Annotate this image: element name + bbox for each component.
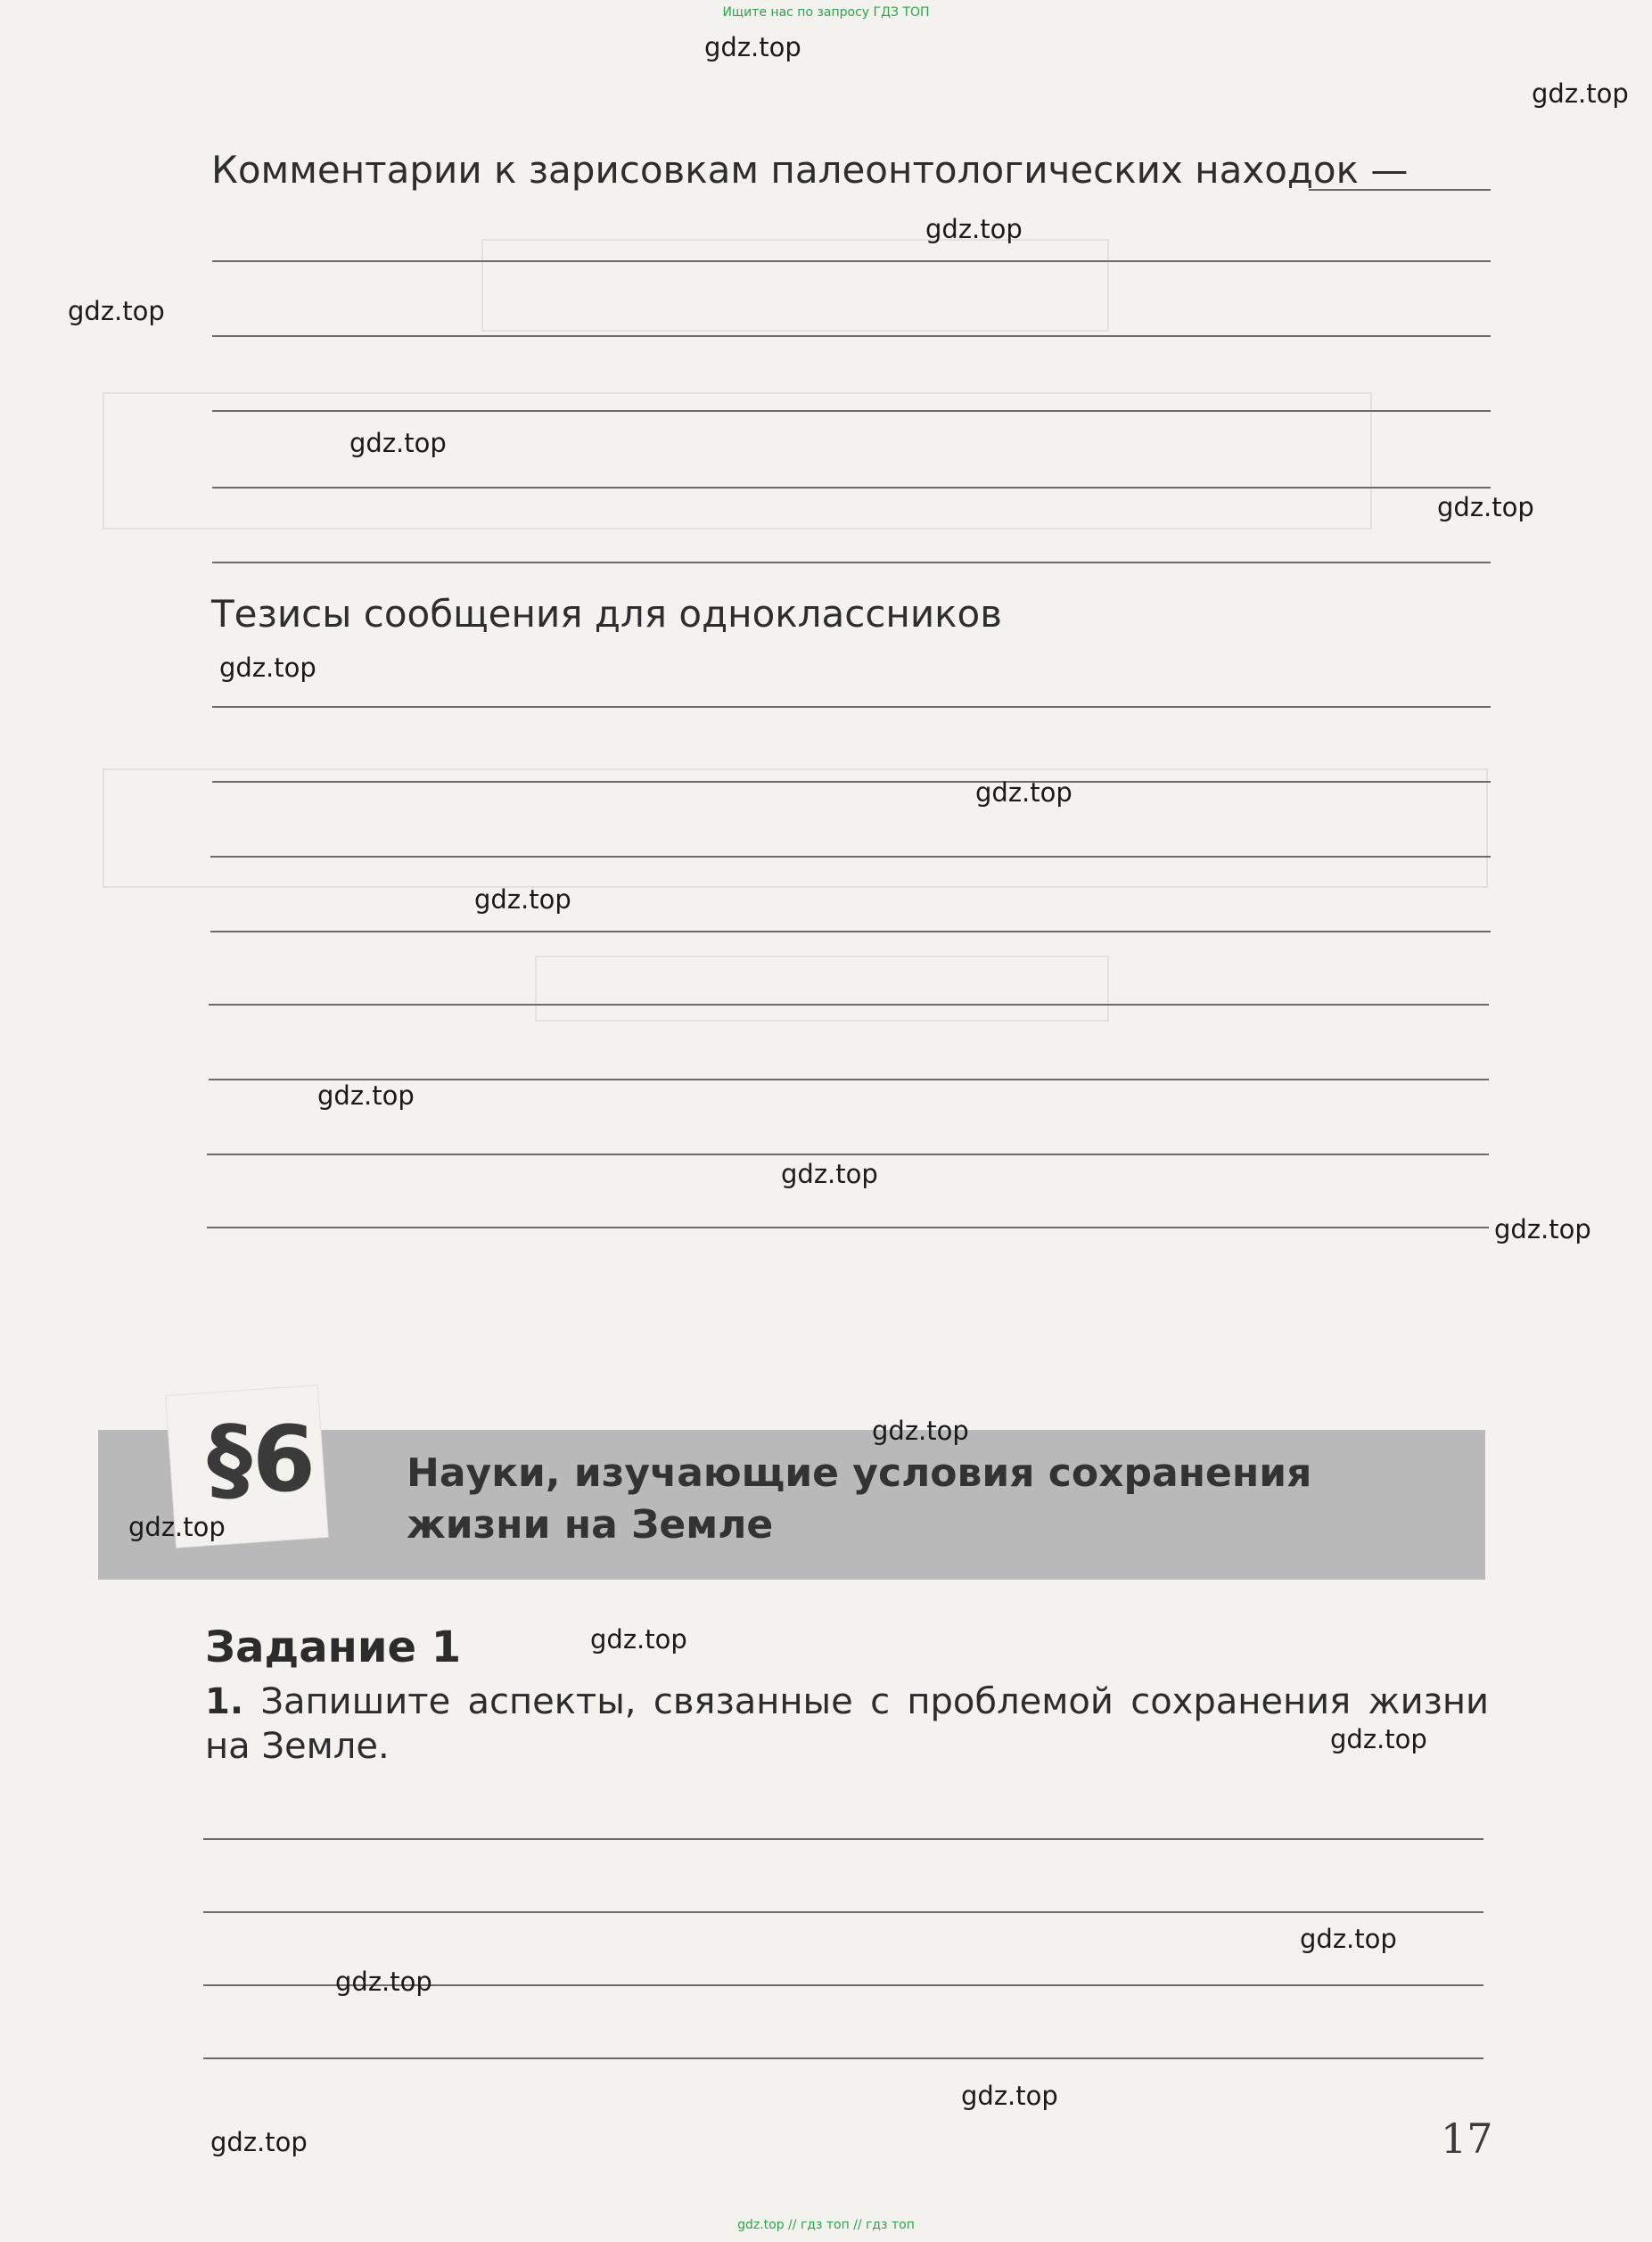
bleed-through-box [481, 239, 1109, 332]
bleed-through-box [535, 956, 1109, 1022]
task-title: Задание 1 [205, 1622, 462, 1672]
answer-line[interactable] [210, 931, 1491, 932]
watermark: gdz.top [335, 1967, 432, 1997]
answer-line[interactable] [212, 487, 1491, 489]
answer-line[interactable] [212, 335, 1491, 337]
answer-line[interactable] [203, 1838, 1484, 1840]
answer-line[interactable] [212, 562, 1491, 563]
watermark: gdz.top [961, 2081, 1058, 2111]
section-number: §6 [207, 1407, 316, 1513]
watermark: gdz.top [781, 1159, 878, 1189]
watermark: gdz.top [68, 296, 165, 326]
bottom-banner[interactable]: gdz.top // гдз топ // гдз топ [737, 2218, 915, 2232]
watermark: gdz.top [1300, 1924, 1397, 1954]
watermark: gdz.top [349, 428, 447, 458]
answer-line[interactable] [203, 1911, 1484, 1913]
watermark: gdz.top [1532, 78, 1629, 109]
watermark: gdz.top [317, 1080, 415, 1111]
watermark: gdz.top [925, 214, 1023, 244]
task-item-number: 1. [205, 1681, 244, 1722]
answer-line[interactable] [212, 410, 1491, 412]
page-number: 17 [1441, 2115, 1493, 2163]
watermark: gdz.top [1437, 492, 1534, 522]
comments-heading: Комментарии к зарисовкам палеонтологических находок — [211, 148, 1409, 192]
watermark: gdz.top [872, 1416, 969, 1446]
watermark: gdz.top [474, 884, 571, 915]
answer-line[interactable] [209, 1004, 1489, 1006]
answer-line[interactable] [207, 1154, 1489, 1155]
section-title-line2: жизни на Земле [407, 1502, 774, 1548]
top-banner[interactable]: Ищите нас по запросу ГДЗ ТОП [722, 5, 930, 20]
watermark: gdz.top [590, 1624, 687, 1655]
answer-line[interactable] [207, 1227, 1489, 1228]
watermark: gdz.top [210, 2127, 308, 2157]
task-text [205, 1679, 1489, 1769]
bleed-through-box [103, 392, 1372, 530]
answer-line[interactable] [203, 2057, 1484, 2059]
theses-heading: Тезисы сообщения для одноклассников [211, 592, 1002, 636]
section-title-line1: Науки, изучающие условия сохранения [407, 1450, 1312, 1496]
answer-line[interactable] [212, 260, 1491, 262]
answer-line[interactable] [210, 856, 1491, 858]
bleed-through-box [103, 768, 1488, 888]
answer-line[interactable] [212, 781, 1491, 783]
watermark: gdz.top [1494, 1214, 1591, 1244]
section-title [407, 1448, 1311, 1551]
watermark: gdz.top [219, 653, 316, 683]
watermark: gdz.top [1330, 1724, 1427, 1754]
answer-line[interactable] [1309, 189, 1491, 191]
task-item-text: Запишите аспекты, связанные с проблемой сохранения жизни на Земле. [205, 1681, 1489, 1767]
watermark: gdz.top [128, 1512, 226, 1542]
watermark: gdz.top [704, 32, 801, 62]
watermark: gdz.top [975, 777, 1073, 808]
answer-line[interactable] [212, 706, 1491, 708]
